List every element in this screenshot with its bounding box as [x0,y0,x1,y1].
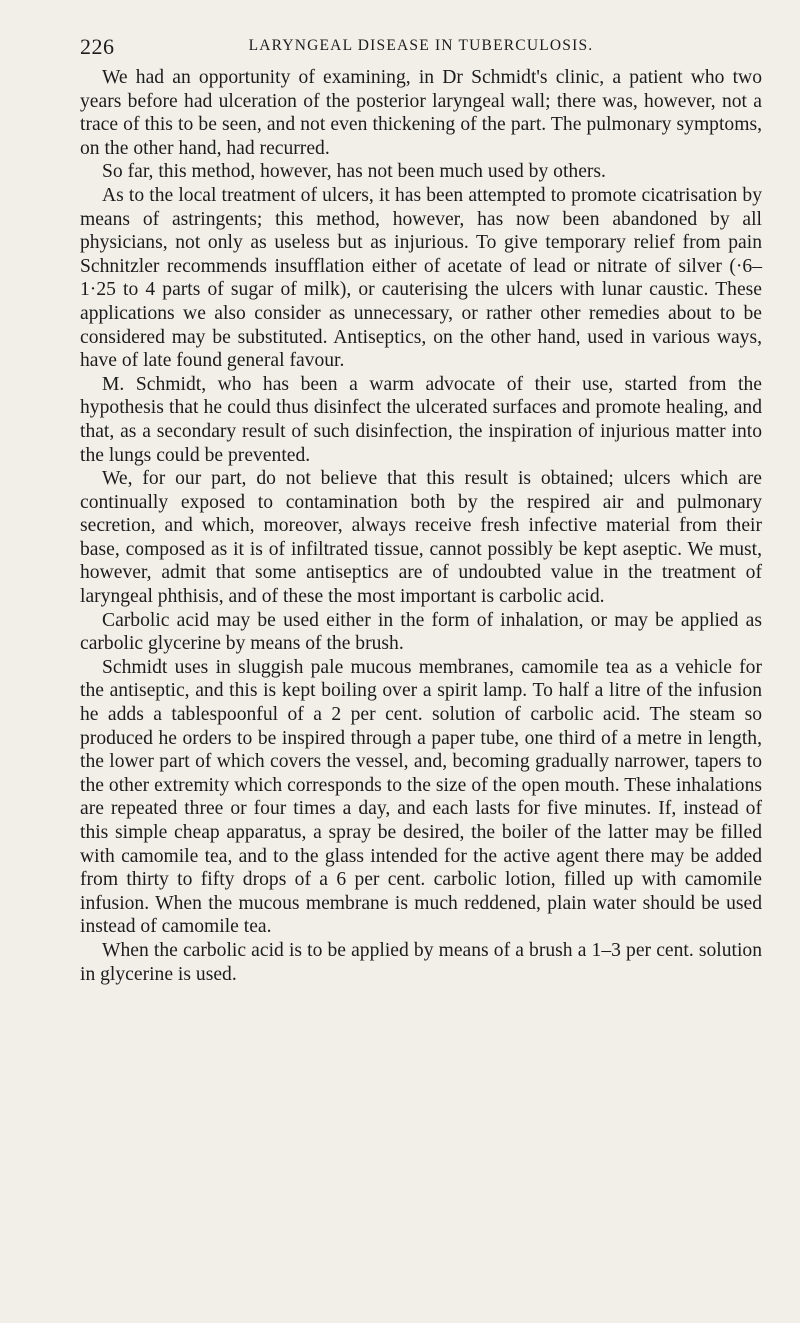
paragraph: We, for our part, do not believe that this result is obtained; ulcers which are continually exposed to contamination both by the respired air and pulmonary secretion, and which, moreover, always receive fresh infective material from their base, composed as it is of infiltrated tissue, cannot possibly be kept aseptic. We must, however, admit that some antiseptics are of undoubted value in the treatment of laryngeal phthisis, and of these the most important is carbolic acid. [80,468,762,608]
page-number: 226 [80,34,115,59]
paragraph: When the carbolic acid is to be applied by means of a brush a 1–3 per cent. solution in glycerine is used. [80,939,762,985]
paragraph: Schmidt uses in sluggish pale mucous membranes, camomile tea as a vehicle for the antiseptic, and this is kept boiling over a spirit lamp. To half a litre of the infusion he adds a tablespoonful of a 2 per cent. solution of carbolic acid. The steam so produced he orders to be inspired through a paper tube, one third of a metre in length, the lower part of which covers the vessel, and, becoming gradually narrower, tapers to the other extremity which corresponds to the size of the open mouth. These inhalations are repeated three or four times a day, and each lasts for five minutes. If, instead of this simple cheap apparatus, a spray be desired, the boiler of the latter may be filled with camomile tea, and to the glass intended for the active agent there may be added from thirty to fifty drops of a 6 per cent. carbolic lotion, filled up with camomile infusion. When the mucous membrane is much reddened, plain water should be used instead of camomile tea. [80,656,762,938]
paragraph: So far, this method, however, has not been much used by others. [102,161,606,183]
paragraph: Carbolic acid may be used either in the form of inhalation, or may be applied as carbolic glycerine by means of the brush. [80,609,762,655]
paragraph: We had an opportunity of examining, in Dr Schmidt's clinic, a patient who two years before had ulceration of the posterior laryngeal wall; there was, however, not a trace of this to be seen, and not even thickening of the part. The pulmonary symptoms, on the other hand, had recurred. [80,67,762,159]
body-text [80,66,762,986]
paragraph: As to the local treatment of ulcers, it has been attempted to promote cicatrisation by means of astringents; this method, however, has now been abandoned by all physicians, not only as useless but as injurious. To give temporary relief from pain Schnitzler recommends insufflation either of acetate of lead or nitrate of silver (·6–1·25 to 4 parts of sugar of milk), or cauterising the ulcers with lunar caustic. These applications we also consider as unnecessary, or rather other remedies about to be considered may be substituted. Antiseptics, on the other hand, used in various ways, have of late found general favour. [80,184,762,372]
running-title: LARYNGEAL DISEASE IN TUBERCULOSIS. [248,37,594,54]
paragraph: M. Schmidt, who has been a warm advocate of their use, started from the hypothesis that he could thus disinfect the ulcerated surfaces and promote healing, and that, as a secondary result of such disinfection, the inspiration of injurious matter into the lungs could be prevented. [80,373,762,466]
page-header [80,26,762,62]
